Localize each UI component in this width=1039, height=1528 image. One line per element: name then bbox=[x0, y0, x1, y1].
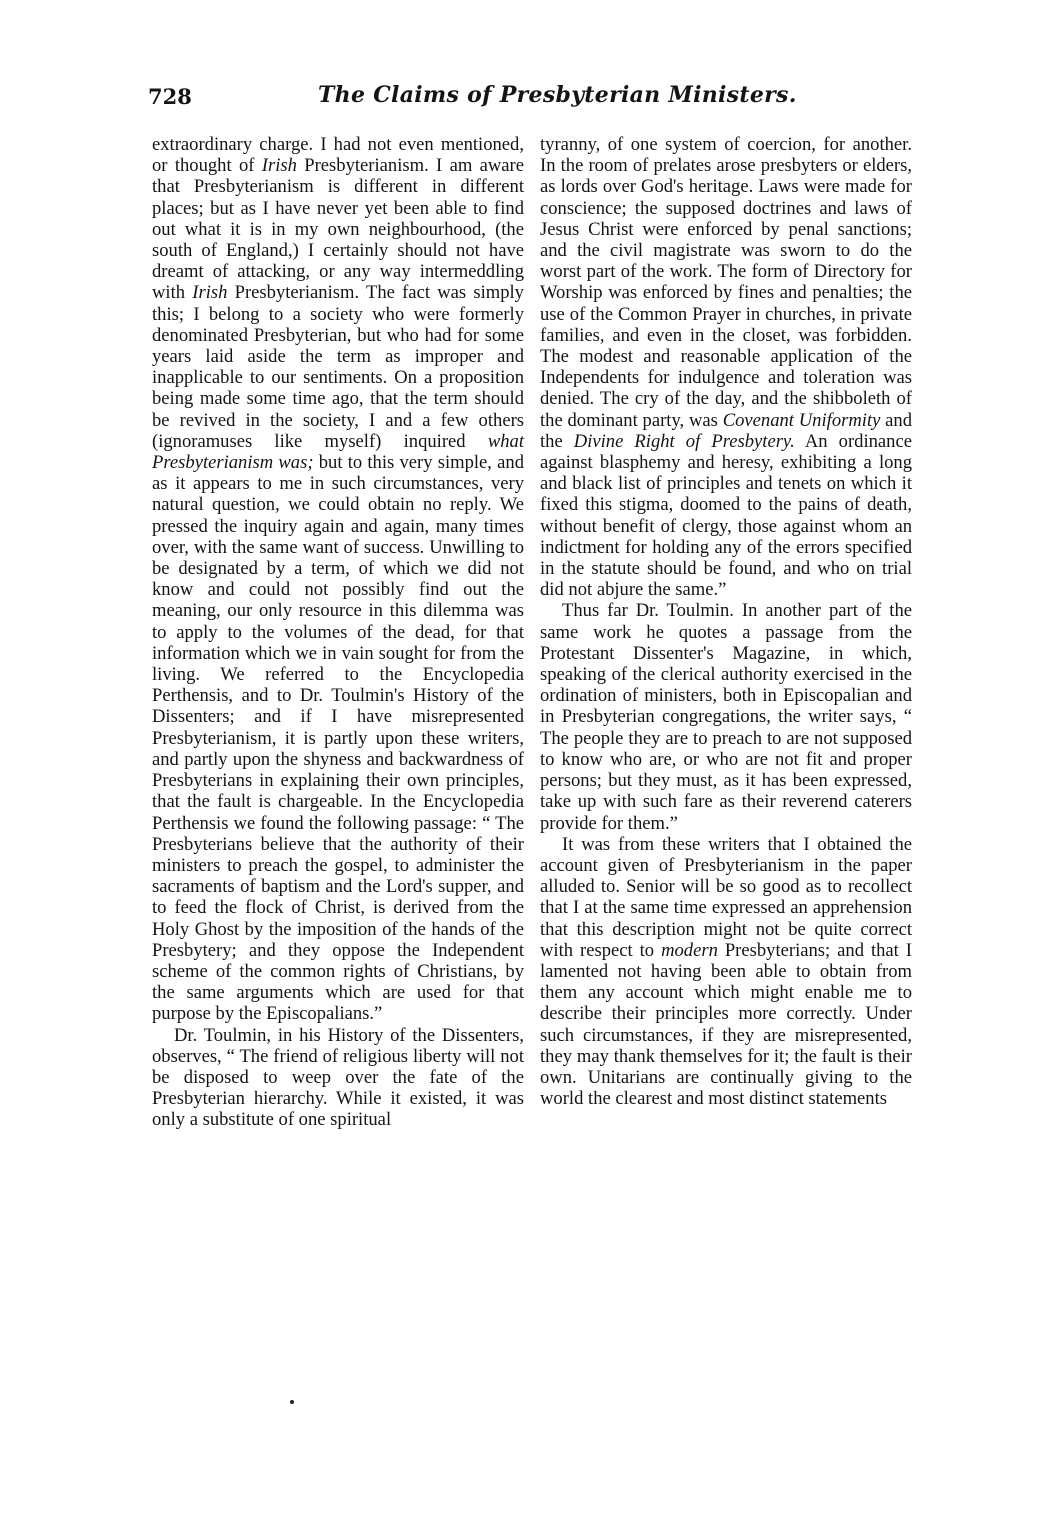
text-run: Presbyterianism. The fact was simply this; I belong to a society who were formerly denominated Presbyterian, but who had for some years laid aside the term as improper and inapplicable to our sentiments. On a proposition being made some time ago, that the term should be revived in the society, I and a few others (ignoramuses like myself) inquired bbox=[152, 282, 524, 452]
text-run: tyranny, of one system of coercion, for another. In the room of prelates arose presbyters or elders, as lords over God's heritage. Laws were made for conscience; the supposed doctrines and laws of Jesus Christ were enforced by penal sanctions; and the civil magistrate was sworn to do the worst part of the work. The form of Directory for Worship was enforced by fines and penalties; the use of the Common Prayer in churches, in private families, and even in the closet, was forbidden. The modest and reasonable application of the Independents for indulgence and toleration was denied. The cry of the day, and the shibboleth of the dominant party, was bbox=[540, 134, 912, 431]
text-run: but to this very simple, and as it appears to me in such circumstances, very natural question, we could obtain no reply. We pressed the inquiry again and again, many times over, with the same want of success. Unwilling to be designated by a term, of which we did not know and could not possibly find out the meaning, our only resource in this dilemma was to apply to the volumes of the dead, for that information which we in vain sought for from the living. We referred to the Encyclopedia Perthensis, and to Dr. Toulmin's History of the Dissenters; and if I have misrepresented Presbyterianism, it is partly upon these writers, and partly upon the shyness and backwardness of Presbyterians in explaining their own principles, that the fault is chargeable. In the Encyclopedia Perthensis we found the following passage: “ The Presbyterians believe that the authority of their ministers to preach the gospel, to administer the sacraments of baptism and the Lord's supper, and to feed the flock of Christ, is derived from the Holy Ghost by the imposition of the hands of the Presbytery; and they oppose the Independent scheme of the common rights of Christians, by the same arguments which are used for that purpose by the Episcopalians.” bbox=[152, 452, 524, 1025]
italic-run: Irish bbox=[261, 155, 297, 177]
right-paragraph-1 bbox=[540, 134, 912, 600]
text-run: Presbyterianism. I am aware that Presbyterianism is different in different places; but as I have never yet been able to find out what it is in my own neighbourhood, (the south of England,) I certainly should not have dreamt of attacking, or any way intermeddling with bbox=[152, 155, 524, 304]
italic-run: modern bbox=[661, 939, 718, 961]
right-column bbox=[540, 134, 912, 1109]
left-paragraph-1 bbox=[152, 134, 524, 1025]
left-column bbox=[152, 134, 524, 1131]
text-run: and the bbox=[540, 409, 913, 452]
text-run: Presbyterians; and that I lamented not having been able to obtain from them any account which might enable me to describe their principles more correctly. Under such circumstances, if they are misrepresented, they may thank themselves for it; the fault is their own. Unitarians are continually giving to the world the clearest and most distinct statements bbox=[540, 939, 912, 1110]
text-run: It was from these writers that I obtained the account given of Presbyterianism in the paper alluded to. Senior will be so good as to recollect that I at the same time expressed an apprehension that this description might not be quite correct with respect to bbox=[540, 833, 912, 961]
page-number: 728 bbox=[148, 84, 192, 109]
italic-run: Divine Right of Presbytery. bbox=[573, 430, 795, 452]
right-paragraph-3 bbox=[540, 834, 912, 1110]
italic-run: what Presbyterianism was; bbox=[152, 430, 524, 474]
ink-speck bbox=[290, 1400, 294, 1404]
italic-run: Irish bbox=[192, 282, 228, 304]
left-paragraph-2: Dr. Toulmin, in his History of the Dissenters, observes, “ The friend of religious liberty will not be disposed to weep over the fate of the Presbyterian hierarchy. While it existed, it was only a substitute of one spiritual bbox=[152, 1024, 524, 1131]
right-paragraph-2: Thus far Dr. Toulmin. In another part of the same work he quotes a passage from the Protestant Dissenter's Magazine, in which, speaking of the clerical authority exercised in the ordination of ministers, both in Episcopalian and in Presbyterian congregations, the writer says, “ The people they are to preach to are not supposed to know who are, or who are not fit and proper persons; but they must, as it has been expressed, take up with such fare as their reverend caterers provide for them.” bbox=[540, 600, 912, 834]
running-title: The Claims of Presbyterian Ministers. bbox=[318, 82, 797, 108]
text-run: extraordinary charge. I had not even mentioned, or thought of bbox=[152, 134, 524, 177]
text-run: An ordinance against blasphemy and heresy, exhibiting a long and black list of principles and tenets on which it fixed this stigma, doomed to the pains of death, without benefit of clergy, those against whom an indictment for holding any of the errors specified in the statute should be found, and who on trial did not abjure the same.” bbox=[540, 430, 912, 601]
italic-run: Covenant Uniformity bbox=[722, 409, 881, 431]
page-header bbox=[148, 78, 908, 118]
